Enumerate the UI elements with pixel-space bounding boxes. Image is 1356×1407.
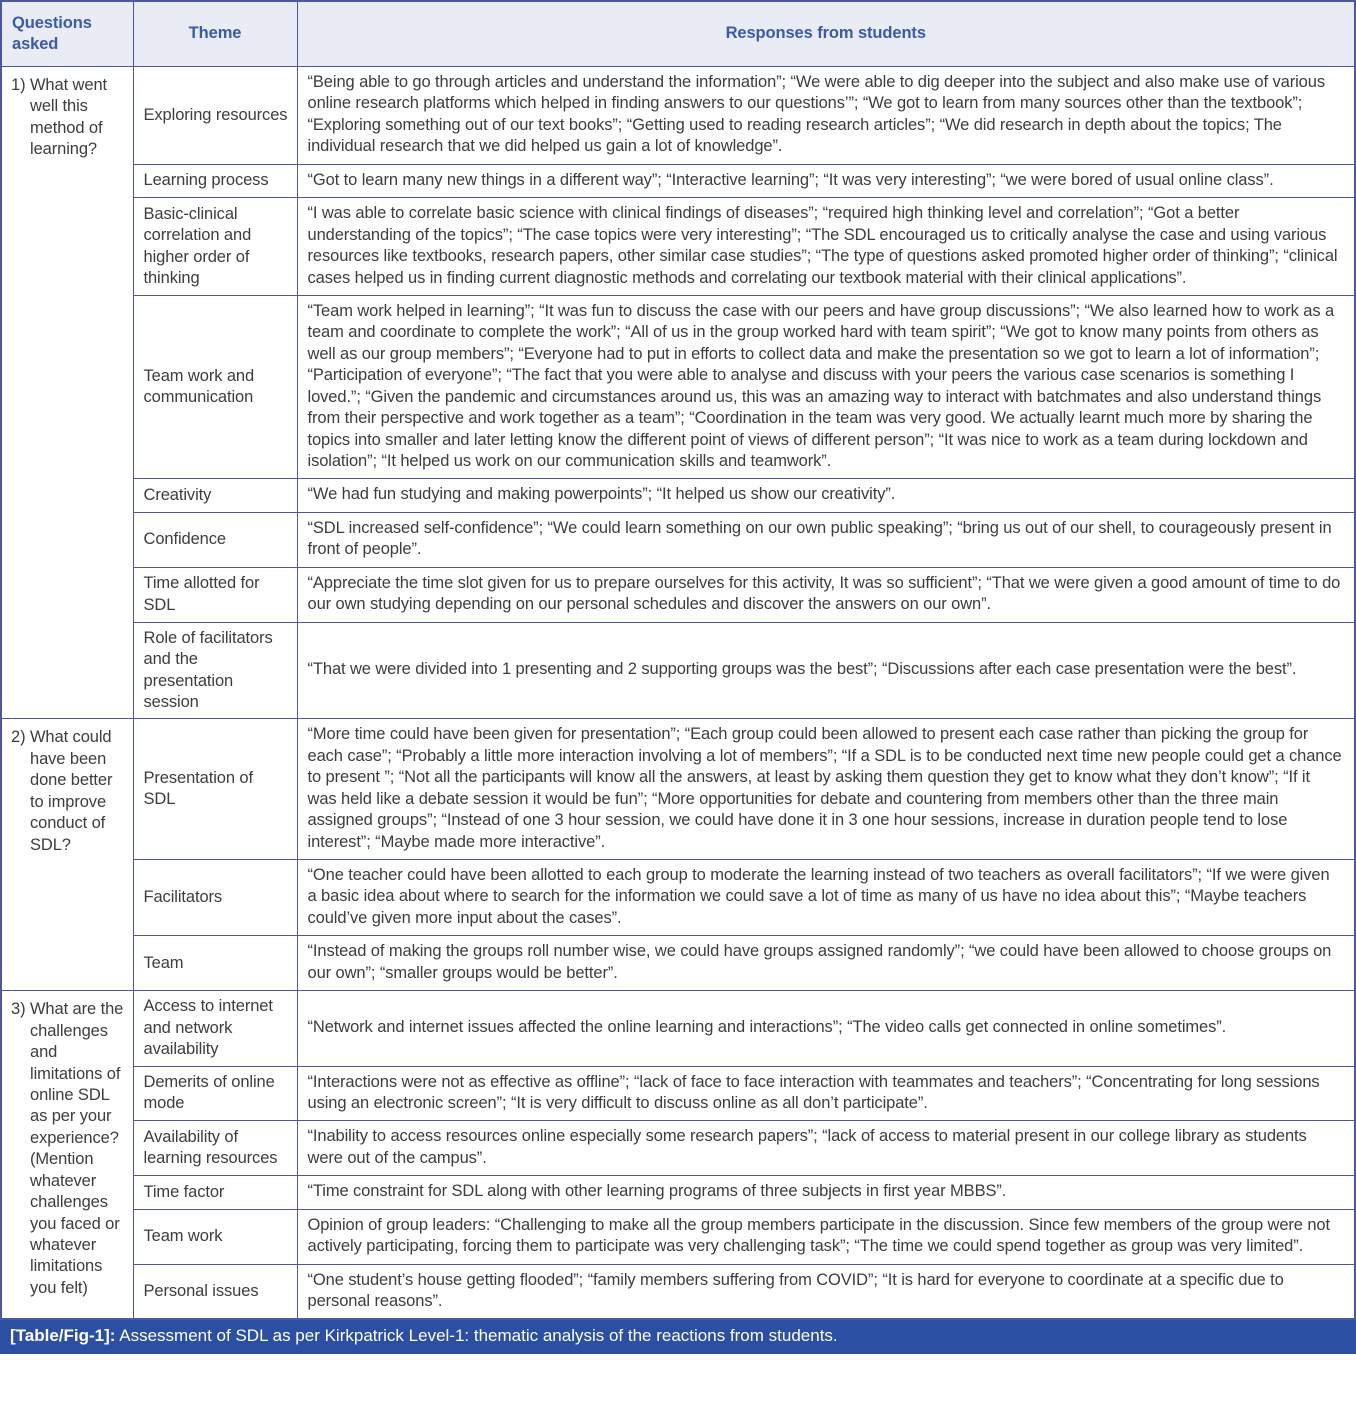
theme-cell: Basic-clinical correlation and higher order of thinking bbox=[133, 198, 297, 296]
theme-cell: Presentation of SDL bbox=[133, 719, 297, 860]
theme-cell: Creativity bbox=[133, 479, 297, 512]
responses-cell: “That we were divided into 1 presenting and 2 supporting groups was the best”; “Discussions after each case presentation were the best”. bbox=[297, 622, 1355, 719]
table-row bbox=[1, 164, 1355, 197]
table-row bbox=[1, 860, 1355, 936]
table-row bbox=[1, 512, 1355, 567]
theme-cell: Confidence bbox=[133, 512, 297, 567]
responses-cell: “I was able to correlate basic science with clinical findings of diseases”; “required high thinking level and correlation”; “Got a better understanding of the topics”; “The case topics were very interesting”; “The SDL encouraged us to critically analyse the case and using various resources like textbooks, research papers, other similar case studies”; “The type of questions asked promoted higher order of thinking”; “clinical cases helped us in finding current diagnostic methods and correlating our textbook material with their clinical applications”. bbox=[297, 198, 1355, 296]
theme-cell: Time factor bbox=[133, 1176, 297, 1209]
responses-cell: “Network and internet issues affected the online learning and interactions”; “The video calls get connected in online sometimes”. bbox=[297, 991, 1355, 1066]
caption-label: [Table/Fig-1]: bbox=[10, 1326, 116, 1346]
header-row bbox=[1, 1, 1355, 67]
responses-cell: “One student’s house getting flooded”; “family members suffering from COVID”; “It is hard for everyone to coordinate at a specific due to personal reasons”. bbox=[297, 1264, 1355, 1319]
theme-cell: Exploring resources bbox=[133, 67, 297, 165]
responses-cell: “Being able to go through articles and understand the information”; “We were able to dig deeper into the subject and also make use of various online research platforms which helped in finding answers to our questions’”; “We got to learn from many sources other than the textbook”; “Exploring something out of our text books”; “Getting used to reading research articles”; “We did research in depth about the topics; The individual research that we did helped us gain a lot of knowledge”. bbox=[297, 67, 1355, 165]
table-row bbox=[1, 1176, 1355, 1209]
table-caption bbox=[0, 1320, 1356, 1353]
theme-cell: Team work bbox=[133, 1209, 297, 1264]
responses-cell: “We had fun studying and making powerpoints”; “It helped us show our creativity”. bbox=[297, 479, 1355, 512]
header-responses: Responses from students bbox=[297, 1, 1355, 67]
theme-cell: Time allotted for SDL bbox=[133, 567, 297, 622]
theme-cell: Team work and communication bbox=[133, 295, 297, 479]
responses-cell: “Appreciate the time slot given for us to prepare ourselves for this activity, It was so sufficient”; “That we were given a good amount of time to do our own studying depending on our personal schedules and discover the answers on our own”. bbox=[297, 567, 1355, 622]
theme-cell: Learning process bbox=[133, 164, 297, 197]
caption-text: Assessment of SDL as per Kirkpatrick Level-1: thematic analysis of the reactions from students. bbox=[115, 1326, 838, 1346]
responses-cell: “More time could have been given for presentation”; “Each group could been allowed to present each case rather than picking the group for each case”; “Probably a little more interaction involving a lot of members”; “If a SDL is to be conducted next time new people could get a chance to present ”; “Not all the participants will know all the answers, at least by asking them question they get to know what they don’t know”; “If it was held like a debate session it would be fun”; “More opportunities for debate and countering from members other than the three main assigned groups”; “Instead of one 3 hour session, we could have done it in 3 one hour sessions, increase in duration people tend to lose interest”; “Maybe made more interactive”. bbox=[297, 719, 1355, 860]
header-theme: Theme bbox=[133, 1, 297, 67]
responses-cell: “Team work helped in learning”; “It was fun to discuss the case with our peers and have group discussions”; “We also learned how to work as a team and coordinate to complete the work”; “All of us in the group worked hard with team spirit”; “We got to know many points from others as well as our group members”; “Everyone had to put in efforts to collect data and make the presentation so we got to learn a lot of information”; “Participation of everyone”; “The fact that you were able to analyse and discuss with your peers the various case scenarios is something I loved.”; “Given the pandemic and circumstances around us, this was an amazing way to interact with batchmates and also understand things from their perspective and work together as a team”; “Coordination in the team was very good. We actually learnt much more by sharing the topics into smaller and later letting know the different point of views of different person”; “It was nice to work as a team during lockdown and isolation”; “It helped us work on our communication skills and teamwork”. bbox=[297, 295, 1355, 479]
responses-cell: “SDL increased self-confidence”; “We could learn something on our own public speaking”; “bring us out of our shell, to courageously present in front of people”. bbox=[297, 512, 1355, 567]
theme-cell: Team bbox=[133, 936, 297, 991]
table-row bbox=[1, 295, 1355, 479]
responses-cell: “One teacher could have been allotted to each group to moderate the learning instead of two teachers as overall facilitators”; “If we were given a basic idea about where to search for the information we could save a lot of time as many of us have no idea about this”; “Maybe teachers could’ve given more input about the cases”. bbox=[297, 860, 1355, 936]
table-row bbox=[1, 1121, 1355, 1176]
responses-cell: “Got to learn many new things in a different way”; “Interactive learning”; “It was very interesting”; “we were bored of usual online class”. bbox=[297, 164, 1355, 197]
table-row bbox=[1, 936, 1355, 991]
theme-cell: Personal issues bbox=[133, 1264, 297, 1319]
theme-cell: Role of facilitators and the presentation session bbox=[133, 622, 297, 719]
table-row bbox=[1, 198, 1355, 296]
table-row bbox=[1, 67, 1355, 165]
table-row bbox=[1, 1066, 1355, 1121]
responses-cell: “Instead of making the groups roll number wise, we could have groups assigned randomly”; “we could have been allowed to choose groups on our own”; “smaller groups would be better”. bbox=[297, 936, 1355, 991]
table-row bbox=[1, 1209, 1355, 1264]
header-questions-asked: Questions asked bbox=[1, 1, 133, 67]
question-cell-3: 3) What are the challenges and limitations of online SDL as per your experience? (Mention whatever challenges you faced or whatever limitations you felt) bbox=[1, 991, 133, 1320]
question-cell-2: 2) What could have been done better to improve conduct of SDL? bbox=[1, 719, 133, 991]
table-row bbox=[1, 1264, 1355, 1319]
theme-cell: Access to internet and network availability bbox=[133, 991, 297, 1066]
responses-cell: “Time constraint for SDL along with other learning programs of three subjects in first year MBBS”. bbox=[297, 1176, 1355, 1209]
responses-cell: “Interactions were not as effective as offline”; “lack of face to face interaction with teammates and teachers”; “Concentrating for long sessions using an electronic screen”; “It is very difficult to discuss online as all don’t participate”. bbox=[297, 1066, 1355, 1121]
table-row bbox=[1, 567, 1355, 622]
theme-cell: Facilitators bbox=[133, 860, 297, 936]
table-row bbox=[1, 622, 1355, 719]
table-row bbox=[1, 719, 1355, 860]
table-row bbox=[1, 991, 1355, 1066]
responses-cell: “Inability to access resources online especially some research papers”; “lack of access to material present in our college library as students were out of the campus”. bbox=[297, 1121, 1355, 1176]
question-cell-1: 1) What went well this method of learning? bbox=[1, 67, 133, 719]
responses-cell: Opinion of group leaders: “Challenging to make all the group members participate in the discussion. Since few members of the group were not actively participating, forcing them to participate was very challenging task”; “The time we could spend together as group was very limited”. bbox=[297, 1209, 1355, 1264]
theme-cell: Demerits of online mode bbox=[133, 1066, 297, 1121]
table-row bbox=[1, 479, 1355, 512]
theme-cell: Availability of learning resources bbox=[133, 1121, 297, 1176]
